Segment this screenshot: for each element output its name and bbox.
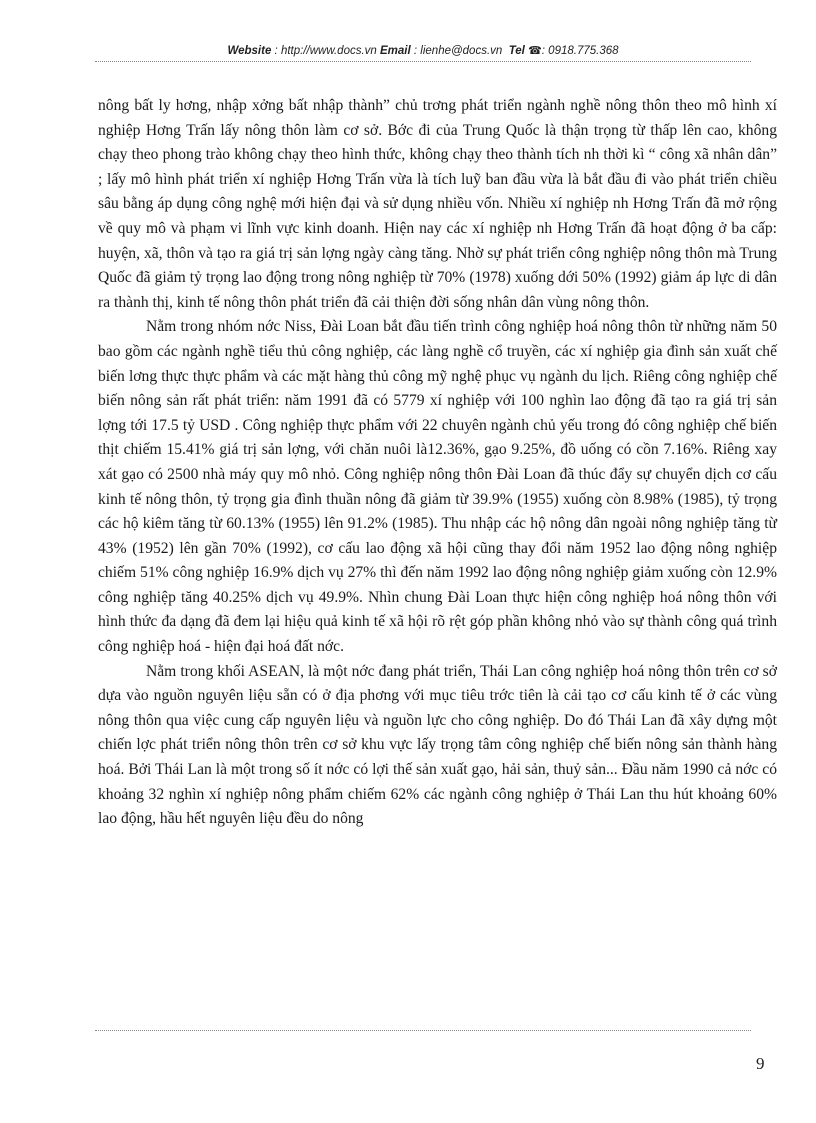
email-label: Email [380,45,411,57]
email-address[interactable]: lienhe@docs.vn [420,45,503,57]
website-separator: : [271,45,281,57]
email-separator: : [410,45,421,57]
tel-number: : 0918.775.368 [541,45,619,57]
page-header [95,44,751,62]
website-url[interactable]: http://www.docs.vn [280,45,377,57]
page-number: 9 [756,1054,765,1073]
document-body [98,94,777,832]
phone-icon: ☎ [528,45,542,57]
website-label: Website [227,45,272,57]
tel-label: Tel [508,45,525,57]
paragraph-2: Nằm trong nhóm nớc Niss, Đài Loan bắt đầu tiến trình công nghiệp hoá nông thôn từ những năm 50 bao gồm các ngành nghề tiểu thủ công nghiệp, các làng nghề cổ truyền, các xí nghiệp gia đình sản xuất chế biến lơng thực thực phẩm và các mặt hàng thủ công mỹ nghệ phục vụ ngành du lịch. Riêng công nghiệp chế biến nông sản rất phát triển: năm 1991 đã có 5779 xí nghiệp với 100 nghìn lao động đã tạo ra giá trị sản lợng tới 17.5 tỷ USD . Công nghiệp thực phẩm với 22 chuyên ngành chủ yếu trong đó công nghiệp chế biến thịt chiếm 15.41% giá trị sản lợng, với chăn nuôi là12.36%, gạo 9.25%, đồ uống có cồn 7.16%. Riêng xay xát gạo có 2500 nhà máy quy mô nhỏ. Công nghiệp nông thôn Đài Loan đã thúc đẩy sự chuyển dịch cơ cấu kinh tế nông thôn, tỷ trọng gia đình thuần nông đã giảm từ 39.9% (1955) xuống còn 8.98% (1985), tỷ trọng các hộ kiêm tăng từ 60.13% (1955) lên 91.2% (1985). Thu nhập các hộ nông dân ngoài nông nghiệp tăng từ 43% (1952) lên gần 70% (1992), cơ cấu lao động xã hội cũng thay đổi năm 1952 lao động nông nghiệp chiếm 51% công nghiệp 16.9% dịch vụ 27% thì đến năm 1992 lao động nông nghiệp giảm xuống còn 12.9% công nghiệp tăng 40.25% dịch vụ 49.9%. Nhìn chung Đài Loan thực hiện công nghiệp hoá nông thôn với hình thức đa dạng đã đem lại hiệu quả kinh tế xã hội rõ rệt góp phần không nhỏ vào sự thành công quá trình công nghiệp hoá - hiện đại hoá đất nớc. [98,318,777,656]
paragraph-3: Nằm trong khối ASEAN, là một nớc đang phát triển, Thái Lan công nghiệp hoá nông thôn trên cơ sở dựa vào nguồn nguyên liệu sẵn có ở địa phơng với mục tiêu trớc tiên là cải tạo cơ cấu kinh tế ở các vùng nông thôn qua việc cung cấp nguyên liệu và nguồn lực cho công nghiệp. Do đó Thái Lan đã xây dựng một chiến lợc phát triển nông thôn trên cơ sở khu vực lấy trọng tâm công nghiệp chế biến nông sản thành hàng hoá. Bởi Thái Lan là một trong số ít nớc có lợi thế sản xuất gạo, hải sản, thuỷ sản... Đầu năm 1990 cả nớc có khoảng 32 nghìn xí nghiệp nông phẩm chiếm 62% các ngành công nghiệp ở Thái Lan thu hút khoảng 60% lao động, hầu hết nguyên liệu đều do nông [98,662,777,828]
footer-divider [95,1030,751,1031]
paragraph-1: nông bất ly hơng, nhập xởng bất nhập thành” chủ trơng phát triển ngành nghề nông thôn theo mô hình xí nghiệp Hơng Trấn lấy nông thôn làm cơ sở. Bớc đi của Trung Quốc là thận trọng từ thấp lên cao, không chạy theo phong trào không chạy theo hình thức, không chạy theo thành tích nh thời kì “ công xã nhân dân” ; lấy mô hình phát triển xí nghiệp Hơng Trấn vừa là tích luỹ ban đầu vừa là bắt đầu đi vào phát triển chiều sâu bằng áp dụng công nghệ mới hiện đại và sử dụng nhiều vốn. Nhiều xí nghiệp nh Hơng Trấn đã mở rộng về quy mô và phạm vi lĩnh vực kinh doanh. Hiện nay các xí nghiệp nh Hơng Trấn đã hoạt động ở ba cấp: huyện, xã, thôn và tạo ra giá trị sản lợng ngày càng tăng. Nhờ sự phát triển công nghiệp nông thôn mà Trung Quốc đã giảm tỷ trọng lao động trong nông nghiệp từ 70% (1978) xuống dới 50% (1992) giảm áp lực di dân ra thành thị, kinh tế nông thôn phát triển đã cải thiện đời sống nhân dân vùng nông thôn. [98,97,777,311]
